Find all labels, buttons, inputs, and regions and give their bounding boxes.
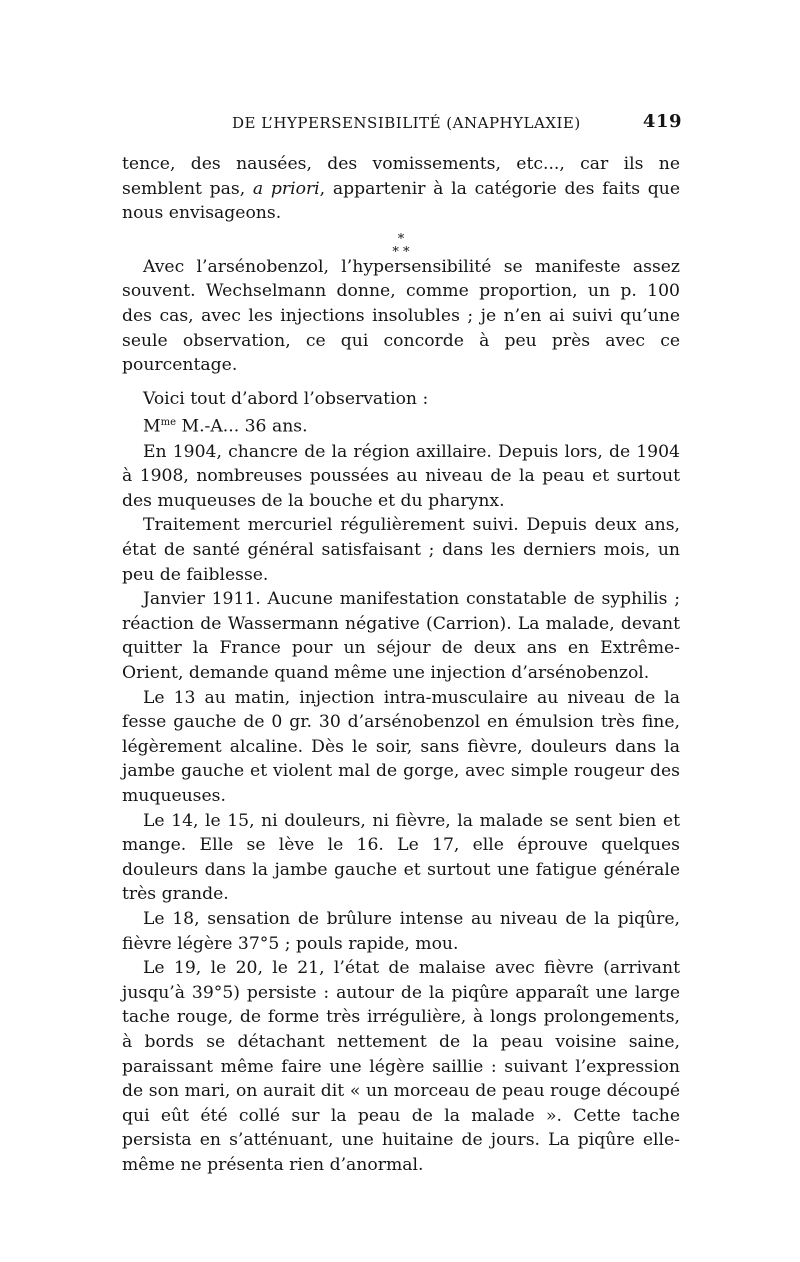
running-header [122,111,682,138]
paragraph-history: En 1904, chancre de la région axillaire. Depuis lors, de 1904 à 1908, nombreuses poussées au niveau de la peau et surtout des muqueuses de la bouche et du pharynx. [122,441,680,511]
paragraph-day-14: Le 14, le 15, ni douleurs, ni fièvre, la malade se sent bien et mange. Elle se lève le 16. Le 17, elle éprouve quelques douleurs dans la jambe gauche et surtout une fatigue générale très grande. [122,810,680,905]
text-run: , appartenir à la catégorie des faits que nous envisageons. [122,178,680,224]
body-text [122,152,680,1177]
text-run: tence, des nausées, des vomissements, etc..., car ils ne semblent pas, [122,154,680,199]
paragraph-day-18: Le 18, sensation de brûlure intense au niveau de la piqûre, fièvre légère 37°5 ; pouls rapide, mou. [122,908,680,954]
page-number: 419 [642,111,682,132]
superscript: me [160,417,177,429]
paragraph-continuation [122,152,680,226]
paragraph-january: Janvier 1911. Aucune manifestation constatable de syphilis ; réaction de Wassermann négative (Carrion). La malade, devant quitter la France pour un séjour de deux ans en Extrême-Orient, demande quand même une injection d’arsénobenzol. [122,589,680,684]
paragraph-gap [122,378,680,387]
paragraph-arsenobenzol: Avec l’arsénobenzol, l’hypersensibilité se manifeste assez souvent. Wechselmann donne, comme proportion, un p. 100 des cas, avec les injections insolubles ; je n’en ai suivi qu’une seule observation, ce qui concorde à peu près avec ce pourcentage. [122,256,680,376]
asterism-bottom: * * [392,244,410,260]
paragraph-day-19: Le 19, le 20, le 21, l’état de malaise avec fièvre (arrivant jusqu’à 39°5) persiste : autour de la piqûre apparaît une large tache rouge, de forme très irrégulière, à longs prolongements, à bords se détachant nettement de la peau voisine saine, paraissant même faire une légère saillie : suivant l’expression de son mari, on aurait dit « un morceau de peau rouge découpé qui eût été collé sur la peau de la malade ». Cette tache persista en s’atténuant, une huitaine de jours. La piqûre elle-même ne présenta rien d’anormal. [122,958,680,1175]
text-run: M [143,417,161,438]
asterism-divider [122,226,680,260]
paragraph-day-13: Le 13 au matin, injection intra-musculaire au niveau de la fesse gauche de 0 gr. 30 d’arsénobenzol en émulsion très fine, légèrement alcaline. Dès le soir, sans fièvre, douleurs dans la jambe gauche et violent mal de gorge, avec simple rougeur des muqueuses. [122,687,680,806]
paragraph-treatment: Traitement mercuriel régulièrement suivi. Depuis deux ans, état de santé général satisfaisant ; dans les derniers mois, un peu de faiblesse. [122,515,680,585]
text-run: M.-A... 36 ans. [176,417,308,438]
paragraph-observation-intro: Voici tout d’abord l’observation : [143,388,429,409]
asterism-top: * [397,231,405,247]
italic-phrase: a priori [252,178,320,199]
header-title: DE L’HYPERSENSIBILITÉ (ANAPHYLAXIE) [232,114,581,132]
paragraph-patient [122,411,680,439]
